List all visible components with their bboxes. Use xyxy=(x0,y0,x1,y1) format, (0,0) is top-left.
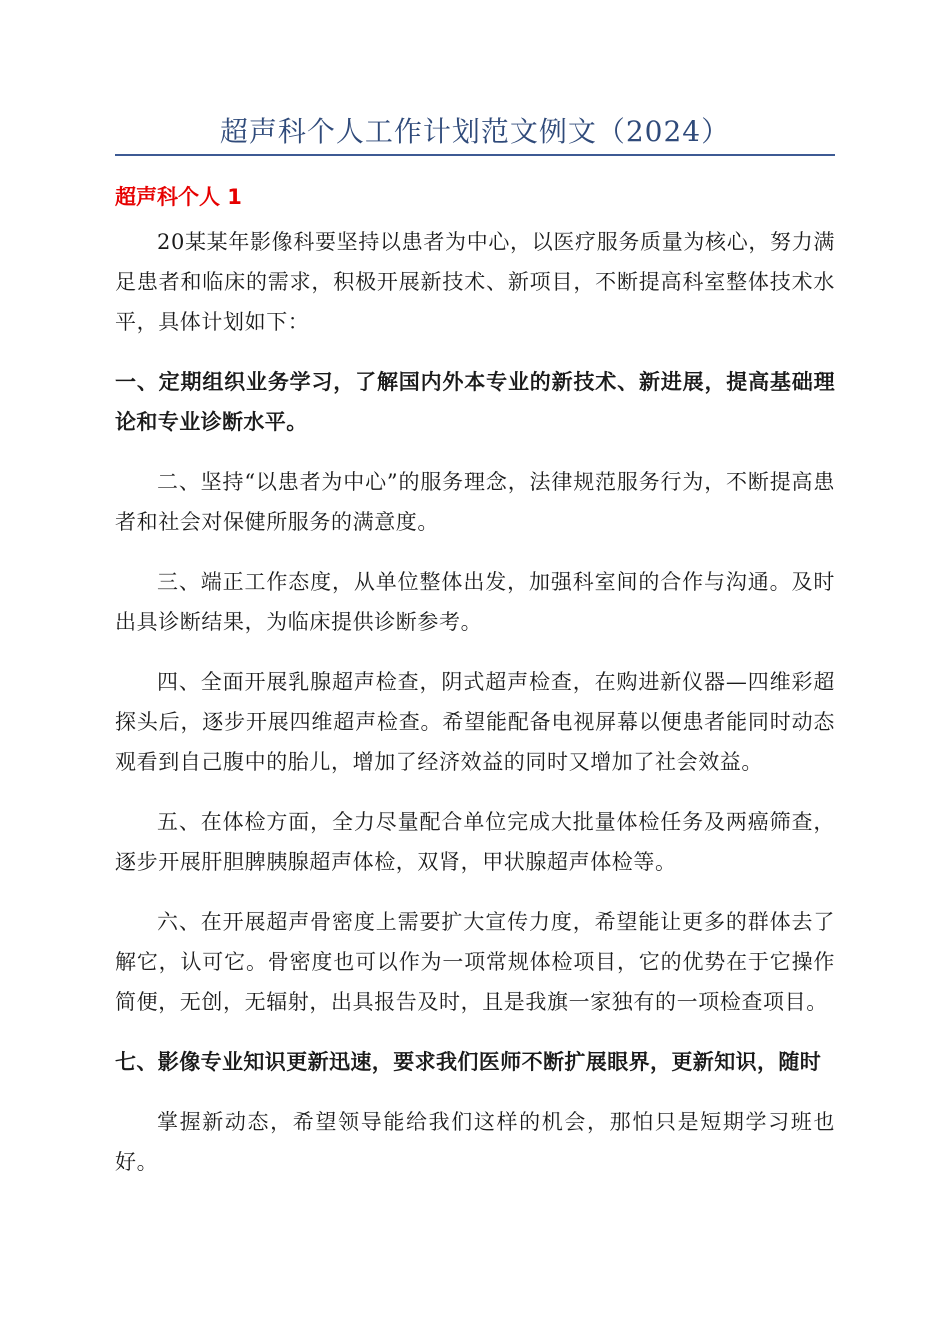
section-heading: 超声科个人 1 xyxy=(115,185,242,209)
paragraph-intro: 20某某年影像科要坚持以患者为中心，以医疗服务质量为核心，努力满足患者和临床的需求，积极开展新技术、新项目，不断提高科室整体技术水平，具体计划如下： xyxy=(115,230,835,334)
paragraph-item-3: 三、端正工作态度，从单位整体出发，加强科室间的合作与沟通。及时出具诊断结果，为临床提供诊断参考。 xyxy=(115,570,835,634)
paragraph-item-7-continued: 掌握新动态，希望领导能给我们这样的机会，那怕只是短期学习班也好。 xyxy=(115,1110,835,1174)
paragraph-item-2: 二、坚持“以患者为中心”的服务理念，法律规范服务行为，不断提高患者和社会对保健所服务的满意度。 xyxy=(115,470,835,534)
paragraph-item-7: 七、影像专业知识更新迅速，要求我们医师不断扩展眼界，更新知识，随时 xyxy=(115,1050,822,1074)
paragraph-item-5: 五、在体检方面，全力尽量配合单位完成大批量体检任务及两癌筛查，逐步开展肝胆脾胰腺超声体检，双肾，甲状腺超声体检等。 xyxy=(115,810,835,874)
paragraph-item-4: 四、全面开展乳腺超声检查，阴式超声检查，在购进新仪器—四维彩超探头后，逐步开展四维超声检查。希望能配备电视屏幕以便患者能同时动态观看到自己腹中的胎儿，增加了经济效益的同时又增加了社会效益。 xyxy=(115,670,835,774)
title-underline xyxy=(115,154,835,156)
paragraph-item-6: 六、在开展超声骨密度上需要扩大宣传力度，希望能让更多的群体去了解它，认可它。骨密度也可以作为一项常规体检项目，它的优势在于它操作简便，无创，无辐射，出具报告及时，且是我旗一家独有的一项检查项目。 xyxy=(115,910,835,1014)
page-title: 超声科个人工作计划范文例文（2024） xyxy=(219,115,731,148)
paragraph-item-1: 一、定期组织业务学习，了解国内外本专业的新技术、新进展，提高基础理论和专业诊断水平。 xyxy=(115,370,835,434)
document-body xyxy=(115,222,835,1202)
